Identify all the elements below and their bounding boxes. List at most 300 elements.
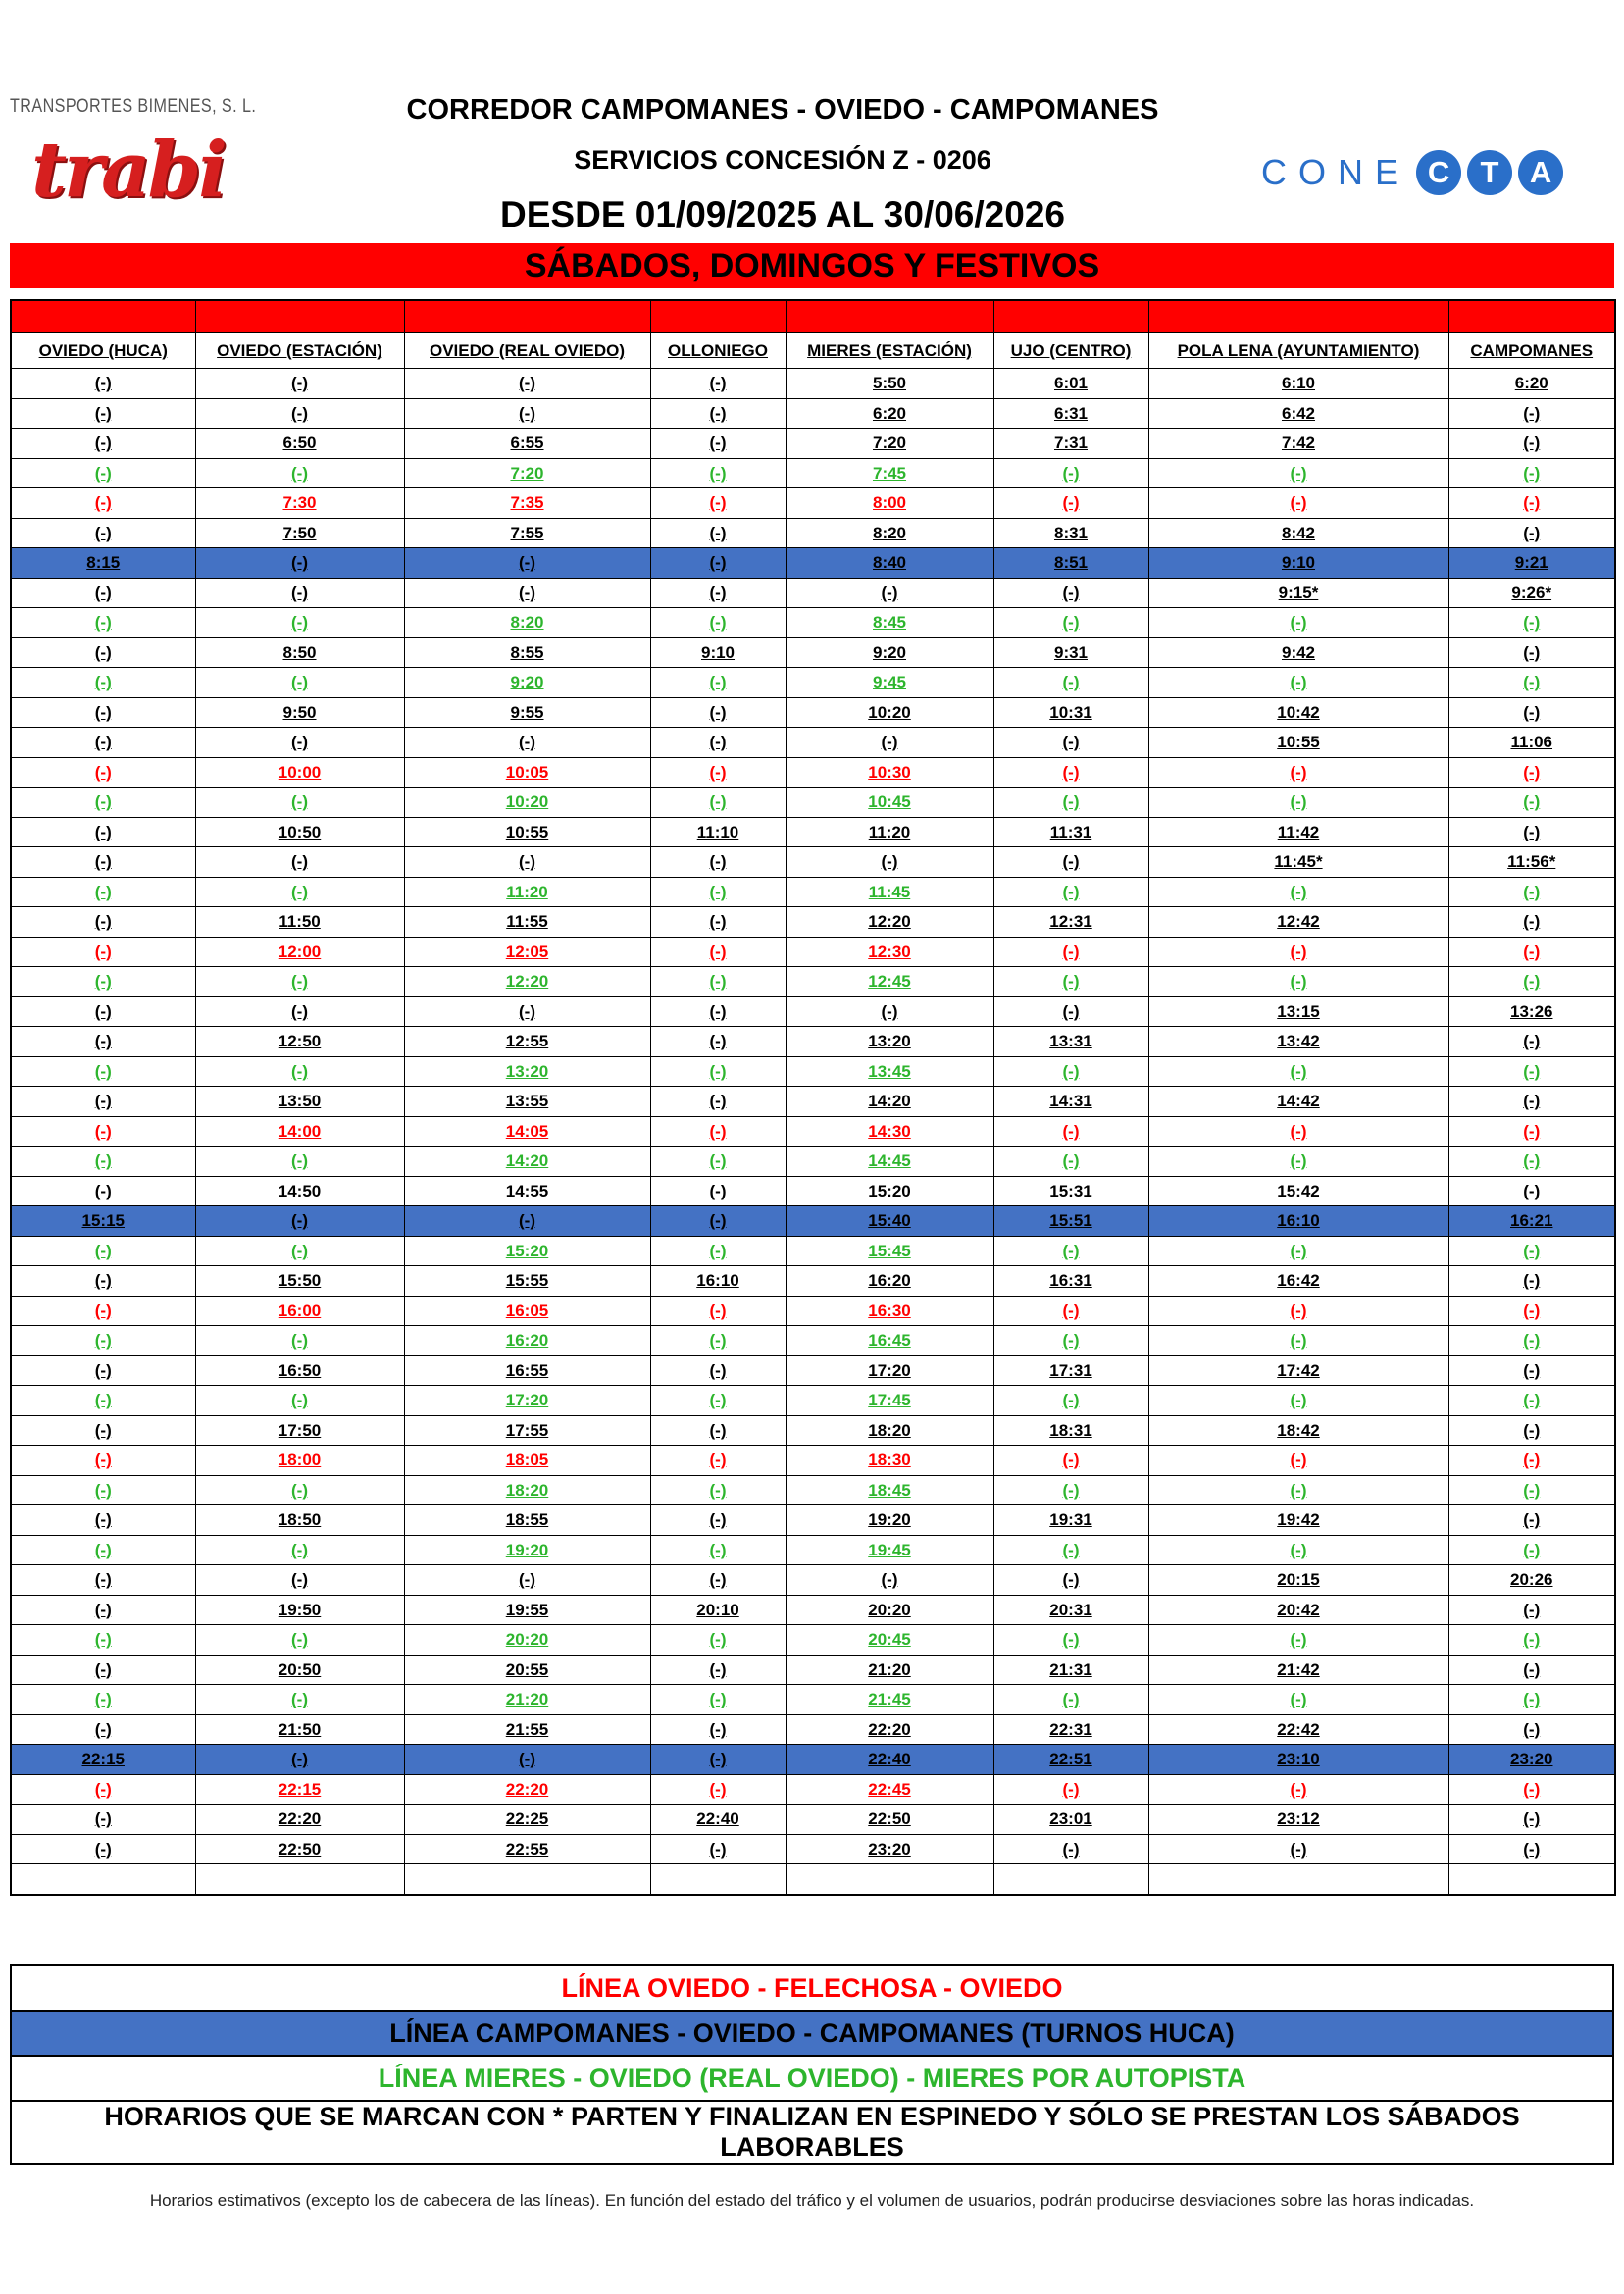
table-row xyxy=(11,369,1615,399)
legend-green-line: LÍNEA MIERES - OVIEDO (REAL OVIEDO) - MIERES POR AUTOPISTA xyxy=(11,2056,1613,2101)
time-cell: (-) xyxy=(195,1147,404,1177)
timetable xyxy=(10,299,1616,1896)
time-cell: (-) xyxy=(650,1296,786,1326)
time-cell: 16:10 xyxy=(1148,1206,1448,1237)
time-cell: 11:42 xyxy=(1148,817,1448,847)
time-cell: (-) xyxy=(1448,697,1615,728)
table-row xyxy=(11,1176,1615,1206)
time-cell: (-) xyxy=(195,1326,404,1356)
time-cell: (-) xyxy=(1448,1834,1615,1864)
table-row xyxy=(11,1625,1615,1656)
time-cell: 8:20 xyxy=(786,518,993,548)
time-cell: 12:05 xyxy=(404,937,650,967)
column-header: OLLONIEGO xyxy=(650,333,786,369)
empty-cell xyxy=(1448,1864,1615,1895)
time-cell: (-) xyxy=(650,937,786,967)
time-cell: (-) xyxy=(650,1535,786,1565)
time-cell: 11:31 xyxy=(993,817,1148,847)
column-header: UJO (CENTRO) xyxy=(993,333,1148,369)
time-cell: (-) xyxy=(786,578,993,608)
time-cell: (-) xyxy=(1448,1595,1615,1625)
time-cell: (-) xyxy=(1448,637,1615,668)
time-cell: (-) xyxy=(11,1266,195,1297)
time-cell: (-) xyxy=(650,697,786,728)
time-cell: 22:25 xyxy=(404,1805,650,1835)
time-cell: (-) xyxy=(11,1774,195,1805)
time-cell: (-) xyxy=(11,578,195,608)
table-row xyxy=(11,1116,1615,1147)
time-cell: 16:50 xyxy=(195,1355,404,1386)
time-cell: (-) xyxy=(1148,937,1448,967)
time-cell: (-) xyxy=(11,1834,195,1864)
time-cell: 13:15 xyxy=(1148,996,1448,1027)
time-cell: (-) xyxy=(195,967,404,997)
time-cell: (-) xyxy=(650,608,786,638)
time-cell: 10:50 xyxy=(195,817,404,847)
time-cell: (-) xyxy=(993,1685,1148,1715)
time-cell: 20:15 xyxy=(1148,1565,1448,1596)
time-cell: (-) xyxy=(11,1535,195,1565)
time-cell: (-) xyxy=(195,1745,404,1775)
time-cell: (-) xyxy=(11,1116,195,1147)
time-cell: 9:20 xyxy=(786,637,993,668)
time-cell: 12:30 xyxy=(786,937,993,967)
time-cell: (-) xyxy=(993,937,1148,967)
time-cell: (-) xyxy=(1448,1056,1615,1087)
time-cell: 18:20 xyxy=(786,1415,993,1446)
time-cell: 21:55 xyxy=(404,1714,650,1745)
time-cell: 13:50 xyxy=(195,1087,404,1117)
time-cell: 9:42 xyxy=(1148,637,1448,668)
time-cell: (-) xyxy=(11,518,195,548)
time-cell: 15:40 xyxy=(786,1206,993,1237)
column-header-row xyxy=(11,333,1615,369)
table-row xyxy=(11,429,1615,459)
time-cell: 17:20 xyxy=(404,1386,650,1416)
time-cell: (-) xyxy=(1448,1027,1615,1057)
time-cell: (-) xyxy=(11,1714,195,1745)
time-cell: (-) xyxy=(650,1087,786,1117)
time-cell: (-) xyxy=(650,1446,786,1476)
time-cell: 14:31 xyxy=(993,1087,1148,1117)
time-cell: 9:45 xyxy=(786,668,993,698)
time-cell: (-) xyxy=(195,1685,404,1715)
time-cell: 5:50 xyxy=(786,369,993,399)
time-cell: (-) xyxy=(11,847,195,878)
time-cell: 21:50 xyxy=(195,1714,404,1745)
time-cell: 16:31 xyxy=(993,1266,1148,1297)
red-header-cell xyxy=(11,300,195,333)
time-cell: 21:42 xyxy=(1148,1655,1448,1685)
time-cell: (-) xyxy=(993,1296,1148,1326)
time-cell: (-) xyxy=(1448,907,1615,938)
time-cell: (-) xyxy=(1448,1535,1615,1565)
time-cell: 10:42 xyxy=(1148,697,1448,728)
time-cell: 7:42 xyxy=(1148,429,1448,459)
time-cell: (-) xyxy=(993,1535,1148,1565)
time-cell: (-) xyxy=(195,668,404,698)
time-cell: (-) xyxy=(993,1774,1148,1805)
table-row xyxy=(11,1056,1615,1087)
time-cell: 15:42 xyxy=(1148,1176,1448,1206)
time-cell: (-) xyxy=(195,1206,404,1237)
time-cell: (-) xyxy=(650,398,786,429)
time-cell: 7:50 xyxy=(195,518,404,548)
time-cell: (-) xyxy=(1448,1774,1615,1805)
time-cell: (-) xyxy=(1148,1834,1448,1864)
time-cell: (-) xyxy=(195,728,404,758)
table-row xyxy=(11,1206,1615,1237)
time-cell: 20:50 xyxy=(195,1655,404,1685)
time-cell: 8:31 xyxy=(993,518,1148,548)
table-row xyxy=(11,1655,1615,1685)
time-cell: (-) xyxy=(650,1027,786,1057)
time-cell: 11:56* xyxy=(1448,847,1615,878)
time-cell: 13:45 xyxy=(786,1056,993,1087)
time-cell: 11:50 xyxy=(195,907,404,938)
legend-asterisk-note: HORARIOS QUE SE MARCAN CON * PARTEN Y FINALIZAN EN ESPINEDO Y SÓLO SE PRESTAN LOS SÁBADOS LABORABLES xyxy=(11,2101,1613,2164)
time-cell: 22:20 xyxy=(786,1714,993,1745)
time-cell: (-) xyxy=(1148,1774,1448,1805)
table-row xyxy=(11,728,1615,758)
time-cell: 20:10 xyxy=(650,1595,786,1625)
time-cell: 15:51 xyxy=(993,1206,1148,1237)
red-header-cell xyxy=(650,300,786,333)
time-cell: 12:20 xyxy=(786,907,993,938)
time-cell: (-) xyxy=(195,548,404,579)
table-row xyxy=(11,1236,1615,1266)
time-cell: (-) xyxy=(195,877,404,907)
time-cell: 6:55 xyxy=(404,429,650,459)
time-cell: (-) xyxy=(1148,877,1448,907)
time-cell: (-) xyxy=(993,668,1148,698)
time-cell: (-) xyxy=(1448,429,1615,459)
time-cell: (-) xyxy=(650,1355,786,1386)
time-cell: 20:55 xyxy=(404,1655,650,1685)
time-cell: (-) xyxy=(11,1505,195,1536)
table-row xyxy=(11,877,1615,907)
time-cell: 15:15 xyxy=(11,1206,195,1237)
time-cell: (-) xyxy=(993,847,1148,878)
table-row xyxy=(11,1595,1615,1625)
time-cell: (-) xyxy=(650,877,786,907)
table-row xyxy=(11,996,1615,1027)
time-cell: 11:45* xyxy=(1148,847,1448,878)
time-cell: (-) xyxy=(650,1386,786,1416)
time-cell: 22:31 xyxy=(993,1714,1148,1745)
time-cell: (-) xyxy=(1148,1326,1448,1356)
time-cell: 16:21 xyxy=(1448,1206,1615,1237)
table-row xyxy=(11,1386,1615,1416)
time-cell: 13:42 xyxy=(1148,1027,1448,1057)
table-row xyxy=(11,1505,1615,1536)
time-cell: 10:31 xyxy=(993,697,1148,728)
time-cell: 9:10 xyxy=(650,637,786,668)
time-cell: (-) xyxy=(1148,668,1448,698)
time-cell: 22:50 xyxy=(195,1834,404,1864)
footnote: Horarios estimativos (excepto los de cabecera de las líneas). En función del estado del tráfico y el volumen de usuarios, podrán producirse desviaciones sobre las horas indicadas. xyxy=(149,2191,1475,2210)
time-cell: 17:55 xyxy=(404,1415,650,1446)
table-row xyxy=(11,1087,1615,1117)
time-cell: (-) xyxy=(404,1745,650,1775)
time-cell: (-) xyxy=(1448,518,1615,548)
time-cell: (-) xyxy=(404,847,650,878)
time-cell: 21:31 xyxy=(993,1655,1148,1685)
time-cell: 8:15 xyxy=(11,548,195,579)
time-cell: 9:26* xyxy=(1448,578,1615,608)
time-cell: (-) xyxy=(650,1625,786,1656)
time-cell: (-) xyxy=(11,967,195,997)
time-cell: (-) xyxy=(786,1565,993,1596)
column-header: CAMPOMANES xyxy=(1448,333,1615,369)
legend xyxy=(10,1964,1614,2165)
time-cell: (-) xyxy=(650,1565,786,1596)
time-cell: 13:26 xyxy=(1448,996,1615,1027)
time-cell: (-) xyxy=(11,1805,195,1835)
time-cell: 14:20 xyxy=(404,1147,650,1177)
time-cell: 10:20 xyxy=(786,697,993,728)
time-cell: (-) xyxy=(650,1685,786,1715)
time-cell: 13:55 xyxy=(404,1087,650,1117)
table-row xyxy=(11,817,1615,847)
red-header-cell xyxy=(993,300,1148,333)
time-cell: 18:05 xyxy=(404,1446,650,1476)
time-cell: 17:20 xyxy=(786,1355,993,1386)
time-cell: (-) xyxy=(993,1056,1148,1087)
time-cell: (-) xyxy=(650,1745,786,1775)
time-cell: (-) xyxy=(1448,1475,1615,1505)
time-cell: (-) xyxy=(11,728,195,758)
time-cell: 15:20 xyxy=(786,1176,993,1206)
time-cell: 10:30 xyxy=(786,757,993,788)
time-cell: 22:40 xyxy=(650,1805,786,1835)
time-cell: 10:55 xyxy=(1148,728,1448,758)
time-cell: 18:45 xyxy=(786,1475,993,1505)
table-row xyxy=(11,518,1615,548)
time-cell: 23:10 xyxy=(1148,1745,1448,1775)
time-cell: (-) xyxy=(1148,458,1448,488)
time-cell: (-) xyxy=(11,429,195,459)
time-cell: (-) xyxy=(993,1386,1148,1416)
time-cell: (-) xyxy=(1448,488,1615,519)
time-cell: 21:20 xyxy=(404,1685,650,1715)
time-cell: (-) xyxy=(993,1326,1148,1356)
time-cell: 18:42 xyxy=(1148,1415,1448,1446)
time-cell: 18:55 xyxy=(404,1505,650,1536)
red-header-cell xyxy=(786,300,993,333)
table-row xyxy=(11,1027,1615,1057)
time-cell: (-) xyxy=(650,788,786,818)
time-cell: 8:45 xyxy=(786,608,993,638)
time-cell: (-) xyxy=(1448,1116,1615,1147)
time-cell: (-) xyxy=(786,996,993,1027)
document-header xyxy=(0,0,1624,294)
table-row xyxy=(11,398,1615,429)
time-cell: (-) xyxy=(1448,668,1615,698)
time-cell: 8:42 xyxy=(1148,518,1448,548)
time-cell: (-) xyxy=(11,1446,195,1476)
time-cell: (-) xyxy=(11,788,195,818)
table-row xyxy=(11,847,1615,878)
time-cell: (-) xyxy=(195,1056,404,1087)
time-cell: (-) xyxy=(1148,1685,1448,1715)
time-cell: (-) xyxy=(1448,1236,1615,1266)
time-cell: (-) xyxy=(195,398,404,429)
time-cell: (-) xyxy=(11,398,195,429)
time-cell: (-) xyxy=(650,668,786,698)
time-cell: 6:31 xyxy=(993,398,1148,429)
time-cell: 6:20 xyxy=(1448,369,1615,399)
time-cell: 22:15 xyxy=(195,1774,404,1805)
time-cell: (-) xyxy=(1448,1415,1615,1446)
time-cell: (-) xyxy=(404,1206,650,1237)
table-row xyxy=(11,548,1615,579)
red-header-cell xyxy=(1448,300,1615,333)
time-cell: (-) xyxy=(195,1475,404,1505)
time-cell: (-) xyxy=(1448,817,1615,847)
concession-subtitle: SERVICIOS CONCESIÓN Z - 0206 xyxy=(574,145,991,175)
time-cell: (-) xyxy=(993,788,1148,818)
time-cell: 8:51 xyxy=(993,548,1148,579)
legend-blue-line: LÍNEA CAMPOMANES - OVIEDO - CAMPOMANES (TURNOS HUCA) xyxy=(11,2011,1613,2056)
time-cell: (-) xyxy=(1448,458,1615,488)
time-cell: 16:42 xyxy=(1148,1266,1448,1297)
table-row xyxy=(11,1805,1615,1835)
table-row xyxy=(11,1296,1615,1326)
time-cell: 14:50 xyxy=(195,1176,404,1206)
time-cell: (-) xyxy=(1148,1056,1448,1087)
time-cell: 16:10 xyxy=(650,1266,786,1297)
time-cell: (-) xyxy=(1148,757,1448,788)
time-cell: (-) xyxy=(1448,1296,1615,1326)
time-cell: 7:20 xyxy=(404,458,650,488)
table-row xyxy=(11,1326,1615,1356)
corridor-title: CORREDOR CAMPOMANES - OVIEDO - CAMPOMANES xyxy=(406,94,1159,126)
conecta-letter-a: A xyxy=(1518,150,1563,195)
time-cell: (-) xyxy=(650,429,786,459)
table-row xyxy=(11,1446,1615,1476)
time-cell: 12:20 xyxy=(404,967,650,997)
conecta-letter-t: T xyxy=(1467,150,1512,195)
table-row xyxy=(11,1745,1615,1775)
time-cell: (-) xyxy=(1448,1326,1615,1356)
time-cell: (-) xyxy=(993,757,1148,788)
time-cell: 8:55 xyxy=(404,637,650,668)
time-cell: (-) xyxy=(650,847,786,878)
table-row xyxy=(11,637,1615,668)
time-cell: 9:15* xyxy=(1148,578,1448,608)
time-cell: (-) xyxy=(11,1027,195,1057)
time-cell: 23:01 xyxy=(993,1805,1148,1835)
time-cell: (-) xyxy=(11,907,195,938)
time-cell: (-) xyxy=(1148,967,1448,997)
time-cell: 17:45 xyxy=(786,1386,993,1416)
time-cell: 7:30 xyxy=(195,488,404,519)
time-cell: 14:30 xyxy=(786,1116,993,1147)
time-cell: (-) xyxy=(1148,608,1448,638)
time-cell: (-) xyxy=(404,548,650,579)
time-cell: 8:00 xyxy=(786,488,993,519)
time-cell: (-) xyxy=(1448,1355,1615,1386)
time-cell: 16:45 xyxy=(786,1326,993,1356)
time-cell: 22:20 xyxy=(195,1805,404,1835)
time-cell: (-) xyxy=(993,608,1148,638)
table-row xyxy=(11,668,1615,698)
time-cell: (-) xyxy=(1148,1116,1448,1147)
time-cell: 7:35 xyxy=(404,488,650,519)
time-cell: 10:45 xyxy=(786,788,993,818)
time-cell: 22:20 xyxy=(404,1774,650,1805)
time-cell: (-) xyxy=(195,847,404,878)
column-header: MIERES (ESTACIÓN) xyxy=(786,333,993,369)
time-cell: (-) xyxy=(993,1475,1148,1505)
time-cell: 17:31 xyxy=(993,1355,1148,1386)
time-cell: (-) xyxy=(993,488,1148,519)
time-cell: (-) xyxy=(1448,1625,1615,1656)
time-cell: (-) xyxy=(11,369,195,399)
time-cell: (-) xyxy=(993,1116,1148,1147)
time-cell: (-) xyxy=(650,1774,786,1805)
time-cell: 8:20 xyxy=(404,608,650,638)
time-cell: 14:00 xyxy=(195,1116,404,1147)
red-header-cell xyxy=(195,300,404,333)
time-cell: (-) xyxy=(11,637,195,668)
time-cell: (-) xyxy=(650,728,786,758)
table-row xyxy=(11,967,1615,997)
time-cell: 18:31 xyxy=(993,1415,1148,1446)
time-cell: (-) xyxy=(650,1206,786,1237)
time-cell: 22:42 xyxy=(1148,1714,1448,1745)
table-row xyxy=(11,1266,1615,1297)
time-cell: (-) xyxy=(195,458,404,488)
time-cell: (-) xyxy=(650,548,786,579)
time-cell: 18:50 xyxy=(195,1505,404,1536)
time-cell: 22:55 xyxy=(404,1834,650,1864)
time-cell: 14:45 xyxy=(786,1147,993,1177)
time-cell: (-) xyxy=(993,967,1148,997)
time-cell: 8:50 xyxy=(195,637,404,668)
column-header: OVIEDO (HUCA) xyxy=(11,333,195,369)
time-cell: 9:10 xyxy=(1148,548,1448,579)
time-cell: 6:42 xyxy=(1148,398,1448,429)
time-cell: (-) xyxy=(1148,1475,1448,1505)
time-cell: 16:05 xyxy=(404,1296,650,1326)
time-cell: (-) xyxy=(993,996,1148,1027)
time-cell: (-) xyxy=(1448,1087,1615,1117)
empty-cell xyxy=(1148,1864,1448,1895)
time-cell: (-) xyxy=(1148,1535,1448,1565)
legend-red-line: LÍNEA OVIEDO - FELECHOSA - OVIEDO xyxy=(11,1965,1613,2011)
time-cell: (-) xyxy=(993,1834,1148,1864)
table-row xyxy=(11,1355,1615,1386)
time-cell: (-) xyxy=(195,369,404,399)
time-cell: (-) xyxy=(1448,1386,1615,1416)
time-cell: 6:10 xyxy=(1148,369,1448,399)
time-cell: (-) xyxy=(11,1655,195,1685)
time-cell: 20:20 xyxy=(404,1625,650,1656)
time-cell: 20:45 xyxy=(786,1625,993,1656)
conecta-logo xyxy=(1261,147,1563,198)
time-cell: 10:55 xyxy=(404,817,650,847)
time-cell: 16:20 xyxy=(786,1266,993,1297)
time-cell: 12:31 xyxy=(993,907,1148,938)
time-cell: (-) xyxy=(650,1326,786,1356)
time-cell: (-) xyxy=(650,1176,786,1206)
time-cell: (-) xyxy=(650,1655,786,1685)
time-cell: (-) xyxy=(11,1326,195,1356)
time-cell: 11:55 xyxy=(404,907,650,938)
time-cell: 14:20 xyxy=(786,1087,993,1117)
